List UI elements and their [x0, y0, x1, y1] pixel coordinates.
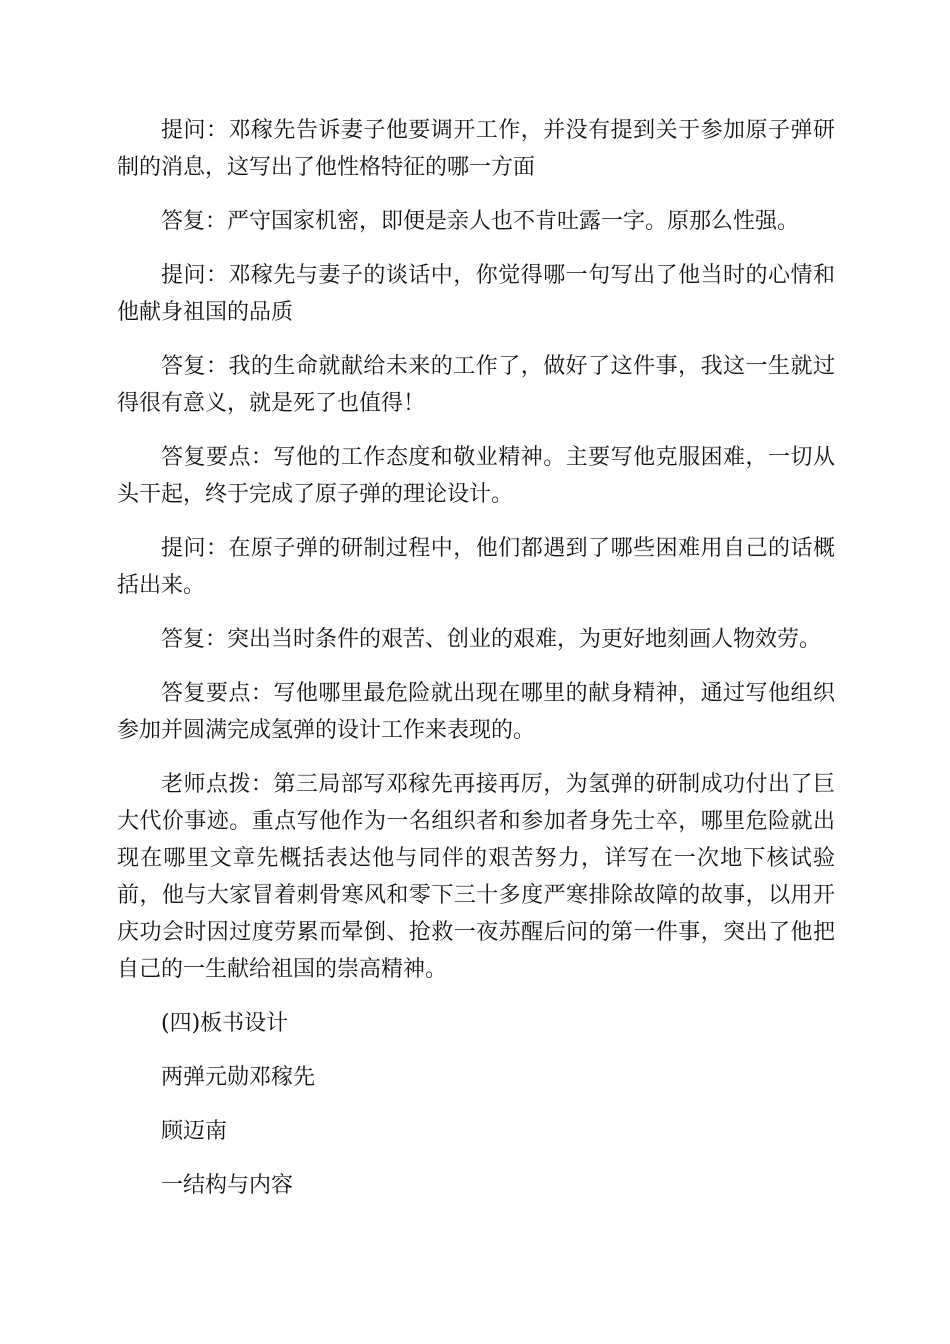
section-heading-board-design: (四)板书设计: [161, 1011, 289, 1036]
paragraph-answer-2: 答复：我的生命就献给未来的工作了，做好了这件事，我这一生就过得很有意义，就是死了也值得！: [117, 354, 835, 416]
paragraph-answer-1: 答复：严守国家机密，即便是亲人也不肯吐露一字。原那么性强。: [161, 209, 800, 234]
board-structure-heading: 一结构与内容: [161, 1173, 294, 1198]
paragraph-answer-points-1: 答复要点：写他的工作态度和敬业精神。主要写他克服困难，一切从头干起，终于完成了原子弹的理论设计。: [117, 445, 835, 507]
document-body: [117, 112, 835, 1221]
board-author: 顾迈南: [161, 1119, 228, 1144]
paragraph-answer-3: 答复：突出当时条件的艰苦、创业的艰难，为更好地刻画人物效劳。: [161, 627, 822, 652]
paragraph-answer-points-2: 答复要点：写他哪里最危险就出现在哪里的献身精神，通过写他组织参加并圆满完成氢弹的设计工作来表现的。: [117, 681, 835, 743]
paragraph-question-2: 提问：邓稼先与妻子的谈话中，你觉得哪一句写出了他当时的心情和他献身祖国的品质: [117, 263, 835, 325]
board-title: 两弹元勋邓稼先: [161, 1065, 316, 1090]
paragraph-question-1: 提问：邓稼先告诉妻子他要调开工作，并没有提到关于参加原子弹研制的消息，这写出了他性格特征的哪一方面: [117, 118, 835, 180]
paragraph-question-3: 提问：在原子弹的研制过程中，他们都遇到了哪些困难用自己的话概括出来。: [117, 536, 835, 598]
paragraph-teacher-note: 老师点拨：第三局部写邓稼先再接再厉，为氢弹的研制成功付出了巨大代价事迹。重点写他作为一名组织者和参加者身先士卒，哪里危险就出现在哪里文章先概括表达他与同伴的艰苦努力，详写在一次地下核试验前，他与大家冒着刺骨寒风和零下三十多度严寒排除故障的故事，以用开庆功会时因过度劳累而晕倒、抢救一夜苏醒后问的第一件事，突出了他把自己的一生献给祖国的崇高精神。: [117, 772, 835, 982]
